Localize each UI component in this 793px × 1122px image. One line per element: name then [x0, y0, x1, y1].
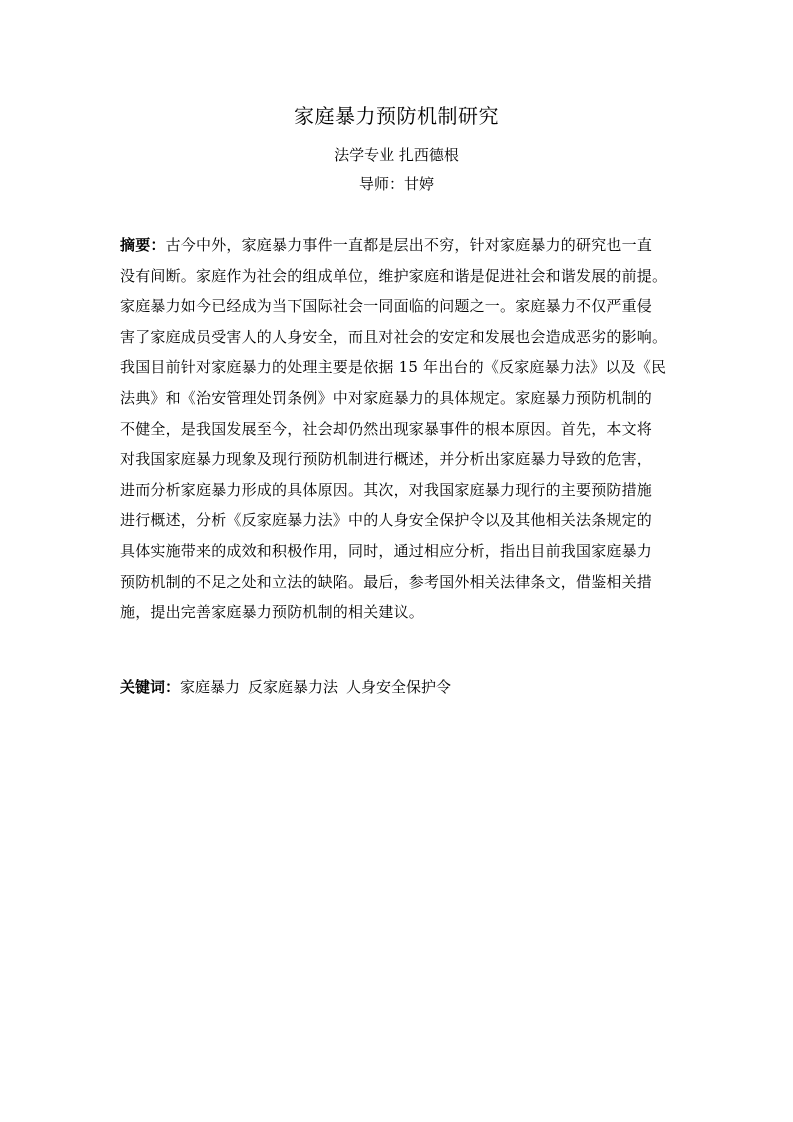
abstract-line: 我国目前针对家庭暴力的处理主要是依据 15 年出台的《反家庭暴力法》以及《民 [120, 358, 667, 377]
abstract-line: 进行概述，分析《反家庭暴力法》中的人身安全保护令以及其他相关法条规定的 [120, 511, 653, 530]
abstract-label: 摘要： [120, 236, 166, 254]
abstract-line: 施，提出完善家庭暴力预防机制的相关建议。 [120, 603, 425, 622]
keyword-item: 反家庭暴力法 [248, 678, 339, 696]
page-title: 家庭暴力预防机制研究 [294, 104, 499, 128]
abstract-line: 家庭暴力如今已经成为当下国际社会一同面临的问题之一。家庭暴力不仅严重侵 [120, 297, 653, 316]
abstract-line: 没有间断。家庭作为社会的组成单位，维护家庭和谐是促进社会和谐发展的前提。 [120, 266, 668, 285]
author-line: 法学专业 扎西德根 [334, 146, 459, 164]
abstract-line: 法典》和《治安管理处罚条例》中对家庭暴力的具体规定。家庭暴力预防机制的 [120, 388, 653, 407]
abstract-paragraph [120, 230, 676, 628]
advisor-line: 导师：甘婷 [358, 175, 434, 193]
abstract-line: 不健全，是我国发展至今，社会却仍然出现家暴事件的根本原因。首先，本文将 [120, 419, 653, 438]
abstract-line: 进而分析家庭暴力形成的具体原因。其次，对我国家庭暴力现行的主要预防措施 [120, 480, 653, 499]
keywords-label: 关键词： [120, 678, 181, 696]
abstract-line: 害了家庭成员受害人的人身安全，而且对社会的安定和发展也会造成恶劣的影响。 [120, 327, 668, 346]
keywords-line [120, 672, 676, 702]
abstract-text: 古今中外，家庭暴力事件一直都是层出不穷，针对家庭暴力的研究也一直 [165, 236, 653, 254]
abstract-line: 具体实施带来的成效和积极作用，同时，通过相应分析，指出目前我国家庭暴力 [120, 541, 653, 560]
keyword-item: 家庭暴力 [180, 678, 241, 696]
abstract-line: 对我国家庭暴力现象及现行预防机制进行概述，并分析出家庭暴力导致的危害， [120, 450, 653, 469]
abstract-line: 预防机制的不足之处和立法的缺陷。最后，参考国外相关法律条文，借鉴相关措 [120, 572, 653, 591]
keyword-item: 人身安全保护令 [346, 678, 452, 696]
abstract-line [120, 230, 676, 261]
